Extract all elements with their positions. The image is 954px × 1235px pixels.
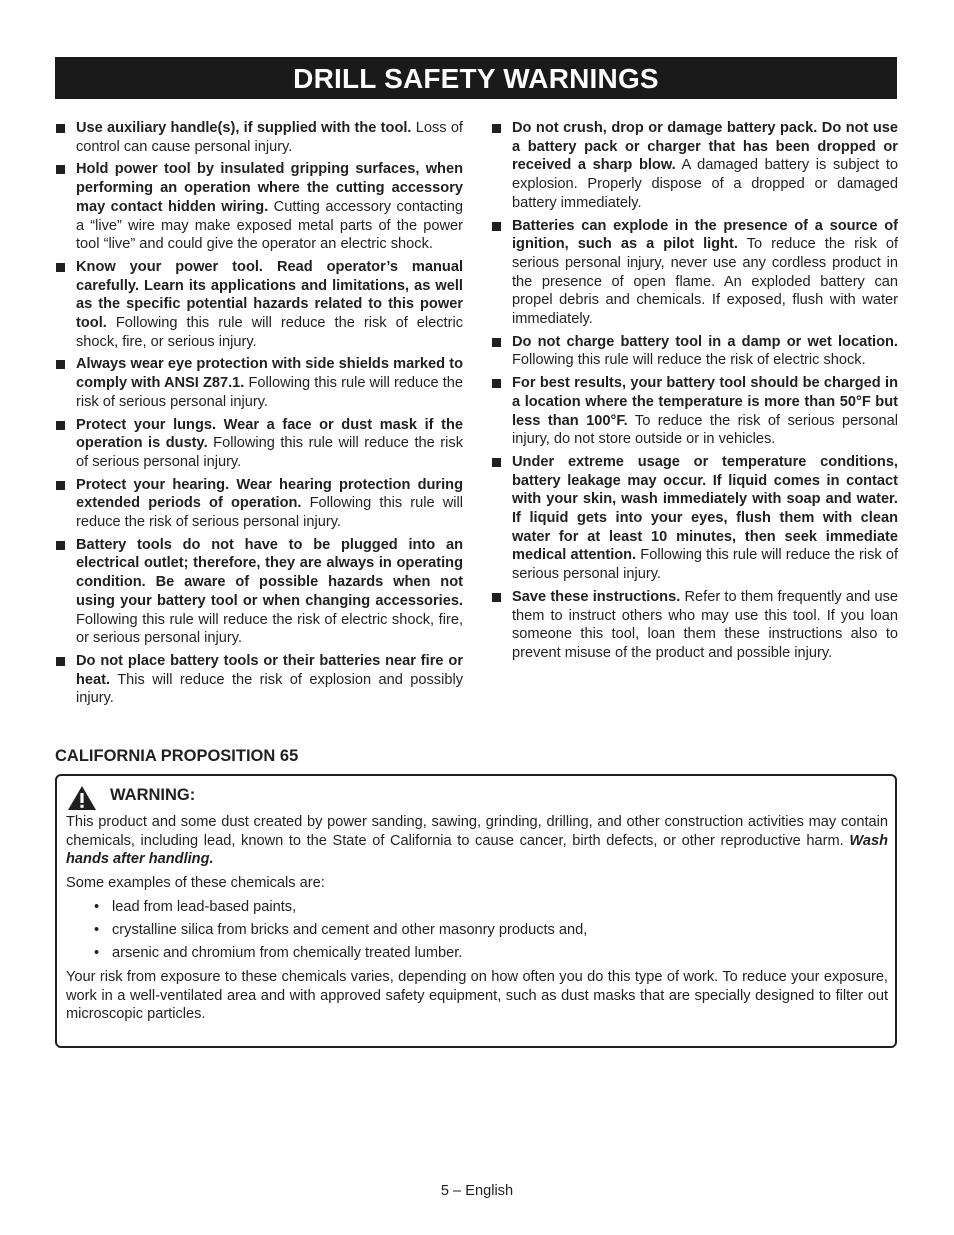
rule-bold-text: For best results, your battery tool should be charged in a location where the temperature is more than 50°F but less than 100°F. xyxy=(512,375,898,429)
page-title: DRILL SAFETY WARNINGS xyxy=(55,57,897,99)
square-bullet-icon xyxy=(492,338,501,347)
bullet-dot-icon: • xyxy=(94,898,100,915)
rule-text: To reduce the risk of serious personal injury, never use any cordless product in the presence of open flame. An exploded battery can propel debris and chemicals. If exposed, flush with water immediately. xyxy=(512,236,898,328)
page-number: 5 – English xyxy=(440,1183,514,1199)
rule-text: Following this rule will reduce the risk of serious personal injury. xyxy=(76,495,463,531)
list-item-text: crystalline silica from bricks and cement and other masonry products and, xyxy=(112,922,588,939)
safety-rule xyxy=(491,217,898,329)
rule-bold-text: Protect your lungs. Wear a face or dust mask if the operation is dusty. xyxy=(76,416,463,452)
chemical-list xyxy=(66,898,888,963)
rule-bold-text: Do not charge battery tool in a damp or wet location. xyxy=(512,333,898,350)
square-bullet-icon xyxy=(492,124,501,133)
risk-paragraph: Your risk from exposure to these chemicals varies, depending on how often you do this type of work. To reduce your exposure, work in a well-ventilated area and with approved safety equipment, such as dust masks that are specially designed to filter out microscopic particles. xyxy=(66,968,888,1023)
square-bullet-icon xyxy=(492,458,501,467)
rule-bold-text: Protect your hearing. Wear hearing protection during extended periods of operation. xyxy=(76,476,463,512)
safety-rule xyxy=(55,258,463,352)
safety-rule xyxy=(491,333,898,370)
safety-rule xyxy=(55,476,463,532)
bullet-dot-icon: • xyxy=(94,922,100,939)
safety-rule xyxy=(55,355,463,411)
square-bullet-icon xyxy=(492,222,501,231)
rule-bold-text: Battery tools do not have to be plugged into an electrical outlet; therefore, they are always in operating condition. Be aware of possible hazards when not using your battery tool or when changing accessories. xyxy=(76,536,463,609)
square-bullet-icon xyxy=(56,360,65,369)
square-bullet-icon xyxy=(492,593,501,602)
rule-bold-text: Hold power tool by insulated gripping surfaces, when performing an operation where the cutting accessory may contact hidden wiring. xyxy=(76,161,463,215)
safety-rule xyxy=(491,119,898,213)
rule-bold-text: Know your power tool. Read operator’s manual carefully. Learn its applications and limitations, as well as the specific potential hazards related to this power tool. xyxy=(76,258,463,332)
rule-text: Following this rule will reduce the risk of electric shock, fire, or serious personal injury. xyxy=(76,611,463,647)
warning-emphasis: Wash hands after handling. xyxy=(66,832,888,868)
left-column xyxy=(55,119,463,712)
warning-box xyxy=(55,774,897,1048)
warning-label: WARNING: xyxy=(110,786,196,804)
list-item-text: arsenic and chromium from chemically treated lumber. xyxy=(112,945,463,962)
safety-rule xyxy=(55,119,463,156)
rule-text: A damaged battery is subject to explosion. Properly dispose of a dropped or damaged battery immediately. xyxy=(512,157,899,211)
right-column xyxy=(491,119,898,667)
rule-text: Following this rule will reduce the risk of electric shock. xyxy=(512,352,866,369)
rule-text: To reduce the risk of serious personal injury, do not store outside or in vehicles. xyxy=(512,412,898,448)
safety-rule xyxy=(55,416,463,472)
rule-text: This will reduce the risk of explosion and possibly injury. xyxy=(76,671,463,707)
rule-text: Refer to them frequently and use them to instruct others who may use this tool. If you loan someone this tool, loan them these instructions also to prevent misuse of the product and possible injury. xyxy=(512,588,898,661)
list-item xyxy=(66,921,888,940)
warning-body xyxy=(66,813,888,1029)
rule-text: Cutting accessory contacting a “live” wire may make exposed metal parts of the power tool “live” and could give the operator an electric shock. xyxy=(76,198,463,253)
rule-bold-text: Do not crush, drop or damage battery pack. Do not use a battery pack or charger that has been dropped or received a sharp blow. xyxy=(512,120,898,174)
rule-bold-text: Batteries can explode in the presence of a source of ignition, such as a pilot light. xyxy=(512,217,898,253)
safety-rule xyxy=(55,652,463,708)
rule-bold-text: Use auxiliary handle(s), if supplied with the tool. xyxy=(76,120,412,136)
square-bullet-icon xyxy=(56,541,65,550)
rule-text: Following this rule will reduce the risk of serious personal injury. xyxy=(512,547,898,583)
safety-rule xyxy=(491,588,898,663)
bullet-dot-icon: • xyxy=(94,945,100,962)
square-bullet-icon xyxy=(56,657,65,666)
square-bullet-icon xyxy=(56,263,65,272)
rule-text: Following this rule will reduce the risk of electric shock, fire, or serious injury. xyxy=(76,315,463,350)
warning-paragraph xyxy=(66,813,888,869)
square-bullet-icon xyxy=(56,124,65,133)
rule-bold-text: Always wear eye protection with side shields marked to comply with ANSI Z87.1. xyxy=(76,356,463,392)
safety-rule xyxy=(55,536,463,648)
rule-bold-text: Under extreme usage or temperature conditions, battery leakage may occur. If liquid comes in contact with your skin, wash immediately with soap and water. If liquid gets into your eyes, flush them with clean water for at least 10 minutes, then seek immediate medical attention. xyxy=(512,453,898,564)
rule-text: Following this rule will reduce the risk of serious personal injury. xyxy=(76,375,463,410)
square-bullet-icon xyxy=(56,421,65,430)
list-item xyxy=(66,944,888,963)
rule-text: Following this rule will reduce the risk of serious personal injury. xyxy=(76,435,463,470)
square-bullet-icon xyxy=(56,481,65,490)
examples-intro: Some examples of these chemicals are: xyxy=(66,875,325,892)
warning-text: This product and some dust created by power sanding, sawing, grinding, drilling, and other construction activities may contain chemicals, including lead, known to the State of California to cause cancer, birth defects, or other reproductive harm. xyxy=(66,814,888,849)
rule-text: Loss of control can cause personal injury. xyxy=(76,120,463,155)
warning-triangle-icon xyxy=(67,785,97,811)
safety-rule xyxy=(491,374,898,449)
safety-rule xyxy=(491,453,898,584)
square-bullet-icon xyxy=(56,165,65,174)
list-item-text: lead from lead-based paints, xyxy=(112,898,297,915)
section-heading: CALIFORNIA PROPOSITION 65 xyxy=(55,747,299,765)
rule-bold-text: Save these instructions. xyxy=(512,588,681,605)
square-bullet-icon xyxy=(492,379,501,388)
list-item xyxy=(66,898,888,917)
safety-rule xyxy=(55,160,463,254)
rule-bold-text: Do not place battery tools or their batteries near fire or heat. xyxy=(76,652,463,688)
